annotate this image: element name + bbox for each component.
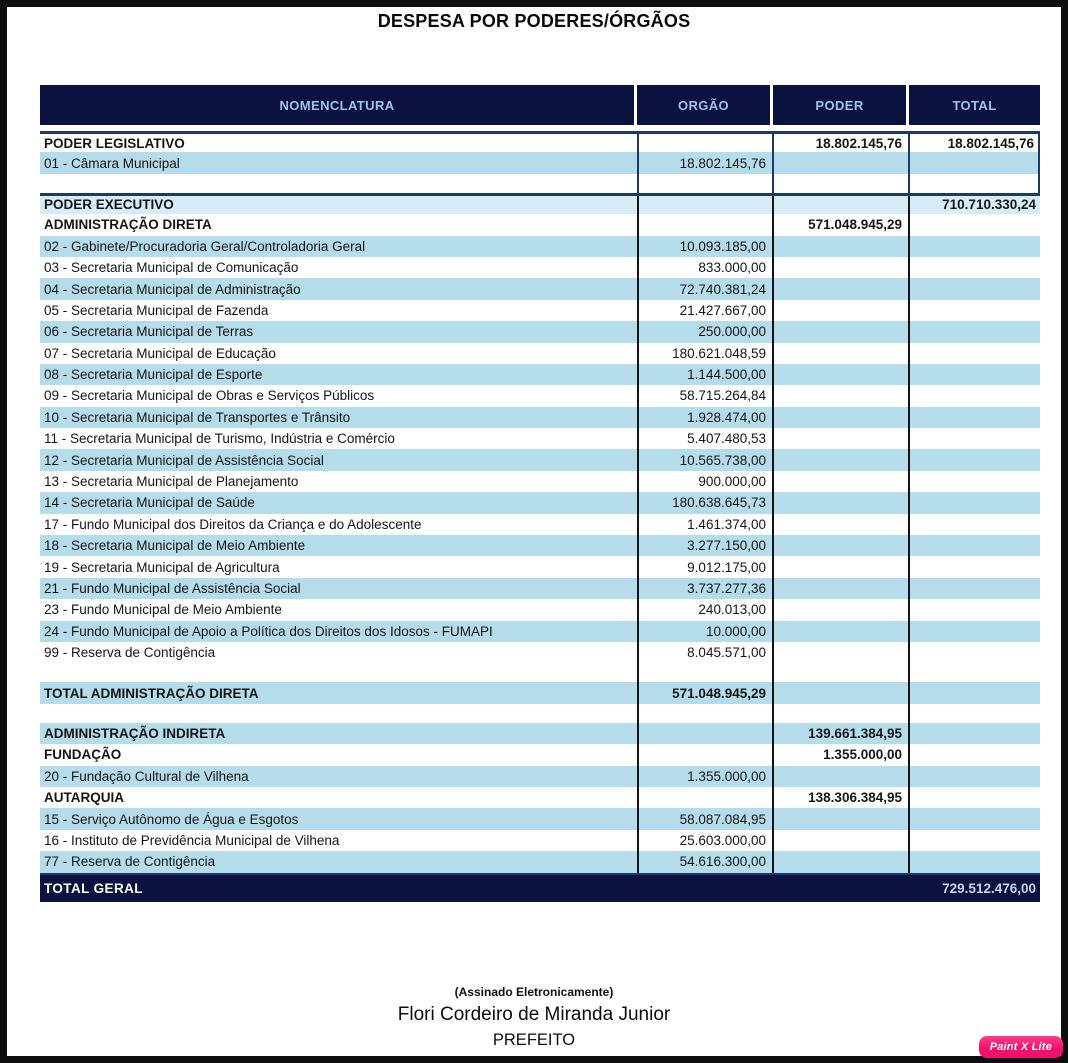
table-row — [40, 682, 1040, 703]
poder-cell — [772, 343, 908, 364]
total-cell — [908, 851, 1040, 872]
orgao-cell: 8.045.571,00 — [637, 642, 772, 663]
total-cell — [908, 514, 1040, 535]
total-geral-row — [40, 873, 1040, 902]
total-cell — [908, 766, 1040, 787]
nomenclatura-cell — [40, 704, 637, 723]
table-row — [40, 236, 1040, 257]
poder-cell — [772, 682, 908, 703]
poder-cell — [772, 830, 908, 851]
total-cell — [908, 787, 1040, 808]
orgao-cell: 58.087.084,95 — [637, 808, 772, 829]
table-row — [40, 278, 1040, 299]
orgao-cell: 21.427.667,00 — [637, 300, 772, 321]
page-title: DESPESA POR PODERES/ÓRGÃOS — [377, 11, 691, 31]
orgao-cell — [637, 196, 772, 214]
table-row — [40, 556, 1040, 577]
orgao-cell: 833.000,00 — [637, 257, 772, 278]
table-row — [40, 808, 1040, 829]
orgao-cell: 18.802.145,76 — [637, 152, 772, 173]
poder-cell — [772, 196, 908, 214]
poder-cell — [772, 875, 908, 902]
table-row — [40, 257, 1040, 278]
table-row — [40, 599, 1040, 620]
poder-cell — [772, 704, 908, 723]
nomenclatura-cell: TOTAL ADMINISTRAÇÃO DIRETA — [44, 685, 259, 701]
table-row — [40, 851, 1040, 872]
total-cell — [908, 808, 1040, 829]
nomenclatura-cell — [40, 663, 637, 682]
poder-cell — [772, 385, 908, 406]
nomenclatura-cell: ADMINISTRAÇÃO DIRETA — [44, 217, 212, 233]
orgao-cell: 3.737.277,36 — [637, 578, 772, 599]
nomenclatura-cell: 07 - Secretaria Municipal de Educação — [44, 345, 276, 361]
total-cell — [908, 385, 1040, 406]
poder-cell — [772, 556, 908, 577]
nomenclatura-cell: 02 - Gabinete/Procuradoria Geral/Controladoria Geral — [44, 238, 366, 254]
table-row — [40, 193, 1040, 214]
orgao-cell: 72.740.381,24 — [637, 278, 772, 299]
orgao-cell — [637, 214, 772, 235]
table-row — [40, 364, 1040, 385]
orgao-cell: 58.715.264,84 — [637, 385, 772, 406]
total-cell — [908, 152, 1040, 173]
column-header-orgao: ORGÃO — [637, 85, 770, 125]
nomenclatura-cell: 11 - Secretaria Municipal de Turismo, Indústria e Comércio — [44, 431, 395, 447]
nomenclatura-cell: ADMINISTRAÇÃO INDIRETA — [44, 725, 226, 741]
table-row — [40, 385, 1040, 406]
table-row — [40, 766, 1040, 787]
poder-cell — [772, 257, 908, 278]
orgao-cell: 1.461.374,00 — [637, 514, 772, 535]
nomenclatura-cell: 05 - Secretaria Municipal de Fazenda — [44, 302, 269, 318]
poder-cell: 139.661.384,95 — [772, 723, 908, 744]
table-row — [40, 321, 1040, 342]
total-cell — [908, 364, 1040, 385]
total-cell — [908, 599, 1040, 620]
nomenclatura-cell: 09 - Secretaria Municipal de Obras e Serviços Públicos — [44, 388, 375, 404]
table-row — [40, 578, 1040, 599]
orgao-cell: 3.277.150,00 — [637, 535, 772, 556]
nomenclatura-cell: 10 - Secretaria Municipal de Transportes e Trânsito — [44, 409, 351, 425]
signed-electronically-note: (Assinado Eletronicamente) — [454, 985, 614, 999]
nomenclatura-cell: 17 - Fundo Municipal dos Direitos da Criança e do Adolescente — [44, 516, 422, 532]
table-row — [40, 449, 1040, 470]
orgao-cell: 900.000,00 — [637, 471, 772, 492]
total-cell — [908, 471, 1040, 492]
orgao-cell: 10.093.185,00 — [637, 236, 772, 257]
poder-cell — [772, 449, 908, 470]
poder-cell — [772, 492, 908, 513]
total-cell — [908, 830, 1040, 851]
total-cell — [908, 321, 1040, 342]
poder-cell — [772, 300, 908, 321]
poder-cell — [772, 278, 908, 299]
signer-title: PREFEITO — [492, 1030, 576, 1049]
nomenclatura-cell: 23 - Fundo Municipal de Meio Ambiente — [44, 602, 282, 618]
nomenclatura-cell: AUTARQUIA — [44, 790, 124, 806]
orgao-cell — [637, 134, 772, 152]
poder-cell — [772, 808, 908, 829]
poder-cell: 18.802.145,76 — [772, 134, 908, 152]
poder-cell — [772, 174, 908, 193]
nomenclatura-cell: PODER LEGISLATIVO — [44, 135, 185, 151]
table-row — [40, 535, 1040, 556]
nomenclatura-cell: 15 - Serviço Autônomo de Água e Esgotos — [44, 811, 299, 827]
orgao-cell: 25.603.000,00 — [637, 830, 772, 851]
orgao-cell: 5.407.480,53 — [637, 428, 772, 449]
table-row — [40, 787, 1040, 808]
nomenclatura-cell: 99 - Reserva de Contigência — [44, 645, 216, 661]
orgao-cell — [637, 704, 772, 723]
nomenclatura-cell: 03 - Secretaria Municipal de Comunicação — [44, 260, 299, 276]
poder-cell — [772, 514, 908, 535]
poder-cell — [772, 599, 908, 620]
orgao-cell — [637, 174, 772, 193]
poder-cell — [772, 428, 908, 449]
nomenclatura-cell: 14 - Secretaria Municipal de Saúde — [44, 495, 255, 511]
nomenclatura-cell: 18 - Secretaria Municipal de Meio Ambiente — [44, 538, 306, 554]
signer-name: Flori Cordeiro de Miranda Junior — [397, 1004, 671, 1026]
poder-cell — [772, 364, 908, 385]
column-header-nomenclatura: NOMENCLATURA — [40, 85, 634, 125]
table-row — [40, 300, 1040, 321]
table-body — [40, 131, 1040, 902]
poder-cell — [772, 851, 908, 872]
table-row — [40, 471, 1040, 492]
orgao-cell: 10.565.738,00 — [637, 449, 772, 470]
table-row — [40, 830, 1040, 851]
table-row — [40, 407, 1040, 428]
table-row — [40, 492, 1040, 513]
total-cell — [908, 236, 1040, 257]
total-cell — [908, 407, 1040, 428]
spacer-row — [40, 663, 1040, 682]
table-row — [40, 343, 1040, 364]
total-cell: 729.512.476,00 — [942, 880, 1036, 896]
total-cell — [908, 682, 1040, 703]
nomenclatura-cell: 13 - Secretaria Municipal de Planejamento — [44, 474, 299, 490]
poder-cell — [772, 321, 908, 342]
total-cell: 18.802.145,76 — [908, 134, 1040, 152]
poder-cell: 1.355.000,00 — [772, 744, 908, 765]
nomenclatura-cell — [40, 174, 637, 193]
table-row — [40, 131, 1040, 152]
nomenclatura-cell: 06 - Secretaria Municipal de Terras — [44, 324, 254, 340]
total-cell — [908, 723, 1040, 744]
orgao-cell: 1.144.500,00 — [637, 364, 772, 385]
table-row — [40, 642, 1040, 663]
spacer-row — [40, 704, 1040, 723]
poder-cell — [772, 663, 908, 682]
total-cell — [908, 174, 1040, 193]
nomenclatura-cell: 16 - Instituto de Previdência Municipal de Vilhena — [44, 832, 340, 848]
orgao-cell: 180.621.048,59 — [637, 343, 772, 364]
column-header-total: TOTAL — [909, 85, 1040, 125]
total-cell — [908, 744, 1040, 765]
total-cell: 710.710.330,24 — [908, 196, 1040, 214]
total-cell — [908, 704, 1040, 723]
orgao-cell: 250.000,00 — [637, 321, 772, 342]
table-row — [40, 428, 1040, 449]
nomenclatura-cell: 01 - Câmara Municipal — [44, 155, 180, 171]
total-cell — [908, 642, 1040, 663]
poder-cell — [772, 407, 908, 428]
total-cell — [908, 300, 1040, 321]
table-row — [40, 514, 1040, 535]
total-cell — [908, 492, 1040, 513]
expense-table — [40, 85, 1040, 902]
total-cell — [908, 214, 1040, 235]
table-row — [40, 152, 1040, 173]
total-cell — [908, 278, 1040, 299]
paint-x-lite-watermark: Paint X Lite — [979, 1036, 1063, 1058]
total-cell — [908, 578, 1040, 599]
orgao-cell — [637, 663, 772, 682]
total-cell — [908, 663, 1040, 682]
total-cell — [908, 556, 1040, 577]
nomenclatura-cell: 24 - Fundo Municipal de Apoio a Política dos Direitos dos Idosos - FUMAPI — [44, 623, 493, 639]
orgao-cell — [637, 875, 772, 902]
table-header-row — [40, 85, 1040, 125]
poder-cell — [772, 152, 908, 173]
orgao-cell: 1.355.000,00 — [637, 766, 772, 787]
total-cell — [908, 621, 1040, 642]
total-cell — [908, 428, 1040, 449]
nomenclatura-cell: 12 - Secretaria Municipal de Assistência Social — [44, 452, 324, 468]
poder-cell — [772, 471, 908, 492]
poder-cell — [772, 642, 908, 663]
orgao-cell: 54.616.300,00 — [637, 851, 772, 872]
poder-cell — [772, 621, 908, 642]
nomenclatura-cell: 20 - Fundação Cultural de Vilhena — [44, 768, 249, 784]
column-header-poder: PODER — [773, 85, 906, 125]
poder-cell — [772, 766, 908, 787]
nomenclatura-cell: 08 - Secretaria Municipal de Esporte — [44, 367, 263, 383]
orgao-cell — [637, 787, 772, 808]
total-cell — [908, 535, 1040, 556]
nomenclatura-cell: TOTAL GERAL — [44, 880, 143, 896]
orgao-cell: 240.013,00 — [637, 599, 772, 620]
nomenclatura-cell: 21 - Fundo Municipal de Assistência Social — [44, 581, 301, 596]
spacer-row — [40, 174, 1040, 193]
nomenclatura-cell: PODER EXECUTIVO — [44, 197, 174, 213]
poder-cell — [772, 578, 908, 599]
orgao-cell: 571.048.945,29 — [637, 682, 772, 703]
table-row — [40, 744, 1040, 765]
nomenclatura-cell: 04 - Secretaria Municipal de Administração — [44, 281, 301, 297]
poder-cell — [772, 535, 908, 556]
table-row — [40, 214, 1040, 235]
poder-cell: 138.306.384,95 — [772, 787, 908, 808]
nomenclatura-cell: 77 - Reserva de Contigência — [44, 854, 216, 870]
total-cell — [908, 343, 1040, 364]
signature-block — [0, 984, 1068, 1053]
poder-cell — [772, 236, 908, 257]
orgao-cell: 10.000,00 — [637, 621, 772, 642]
orgao-cell: 180.638.645,73 — [637, 492, 772, 513]
orgao-cell — [637, 744, 772, 765]
nomenclatura-cell: FUNDAÇÃO — [44, 747, 122, 763]
orgao-cell — [637, 723, 772, 744]
nomenclatura-cell: 19 - Secretaria Municipal de Agricultura — [44, 559, 280, 575]
table-row — [40, 621, 1040, 642]
orgao-cell: 9.012.175,00 — [637, 556, 772, 577]
total-cell — [908, 257, 1040, 278]
poder-cell: 571.048.945,29 — [772, 214, 908, 235]
table-row — [40, 723, 1040, 744]
total-cell — [908, 449, 1040, 470]
orgao-cell: 1.928.474,00 — [637, 407, 772, 428]
